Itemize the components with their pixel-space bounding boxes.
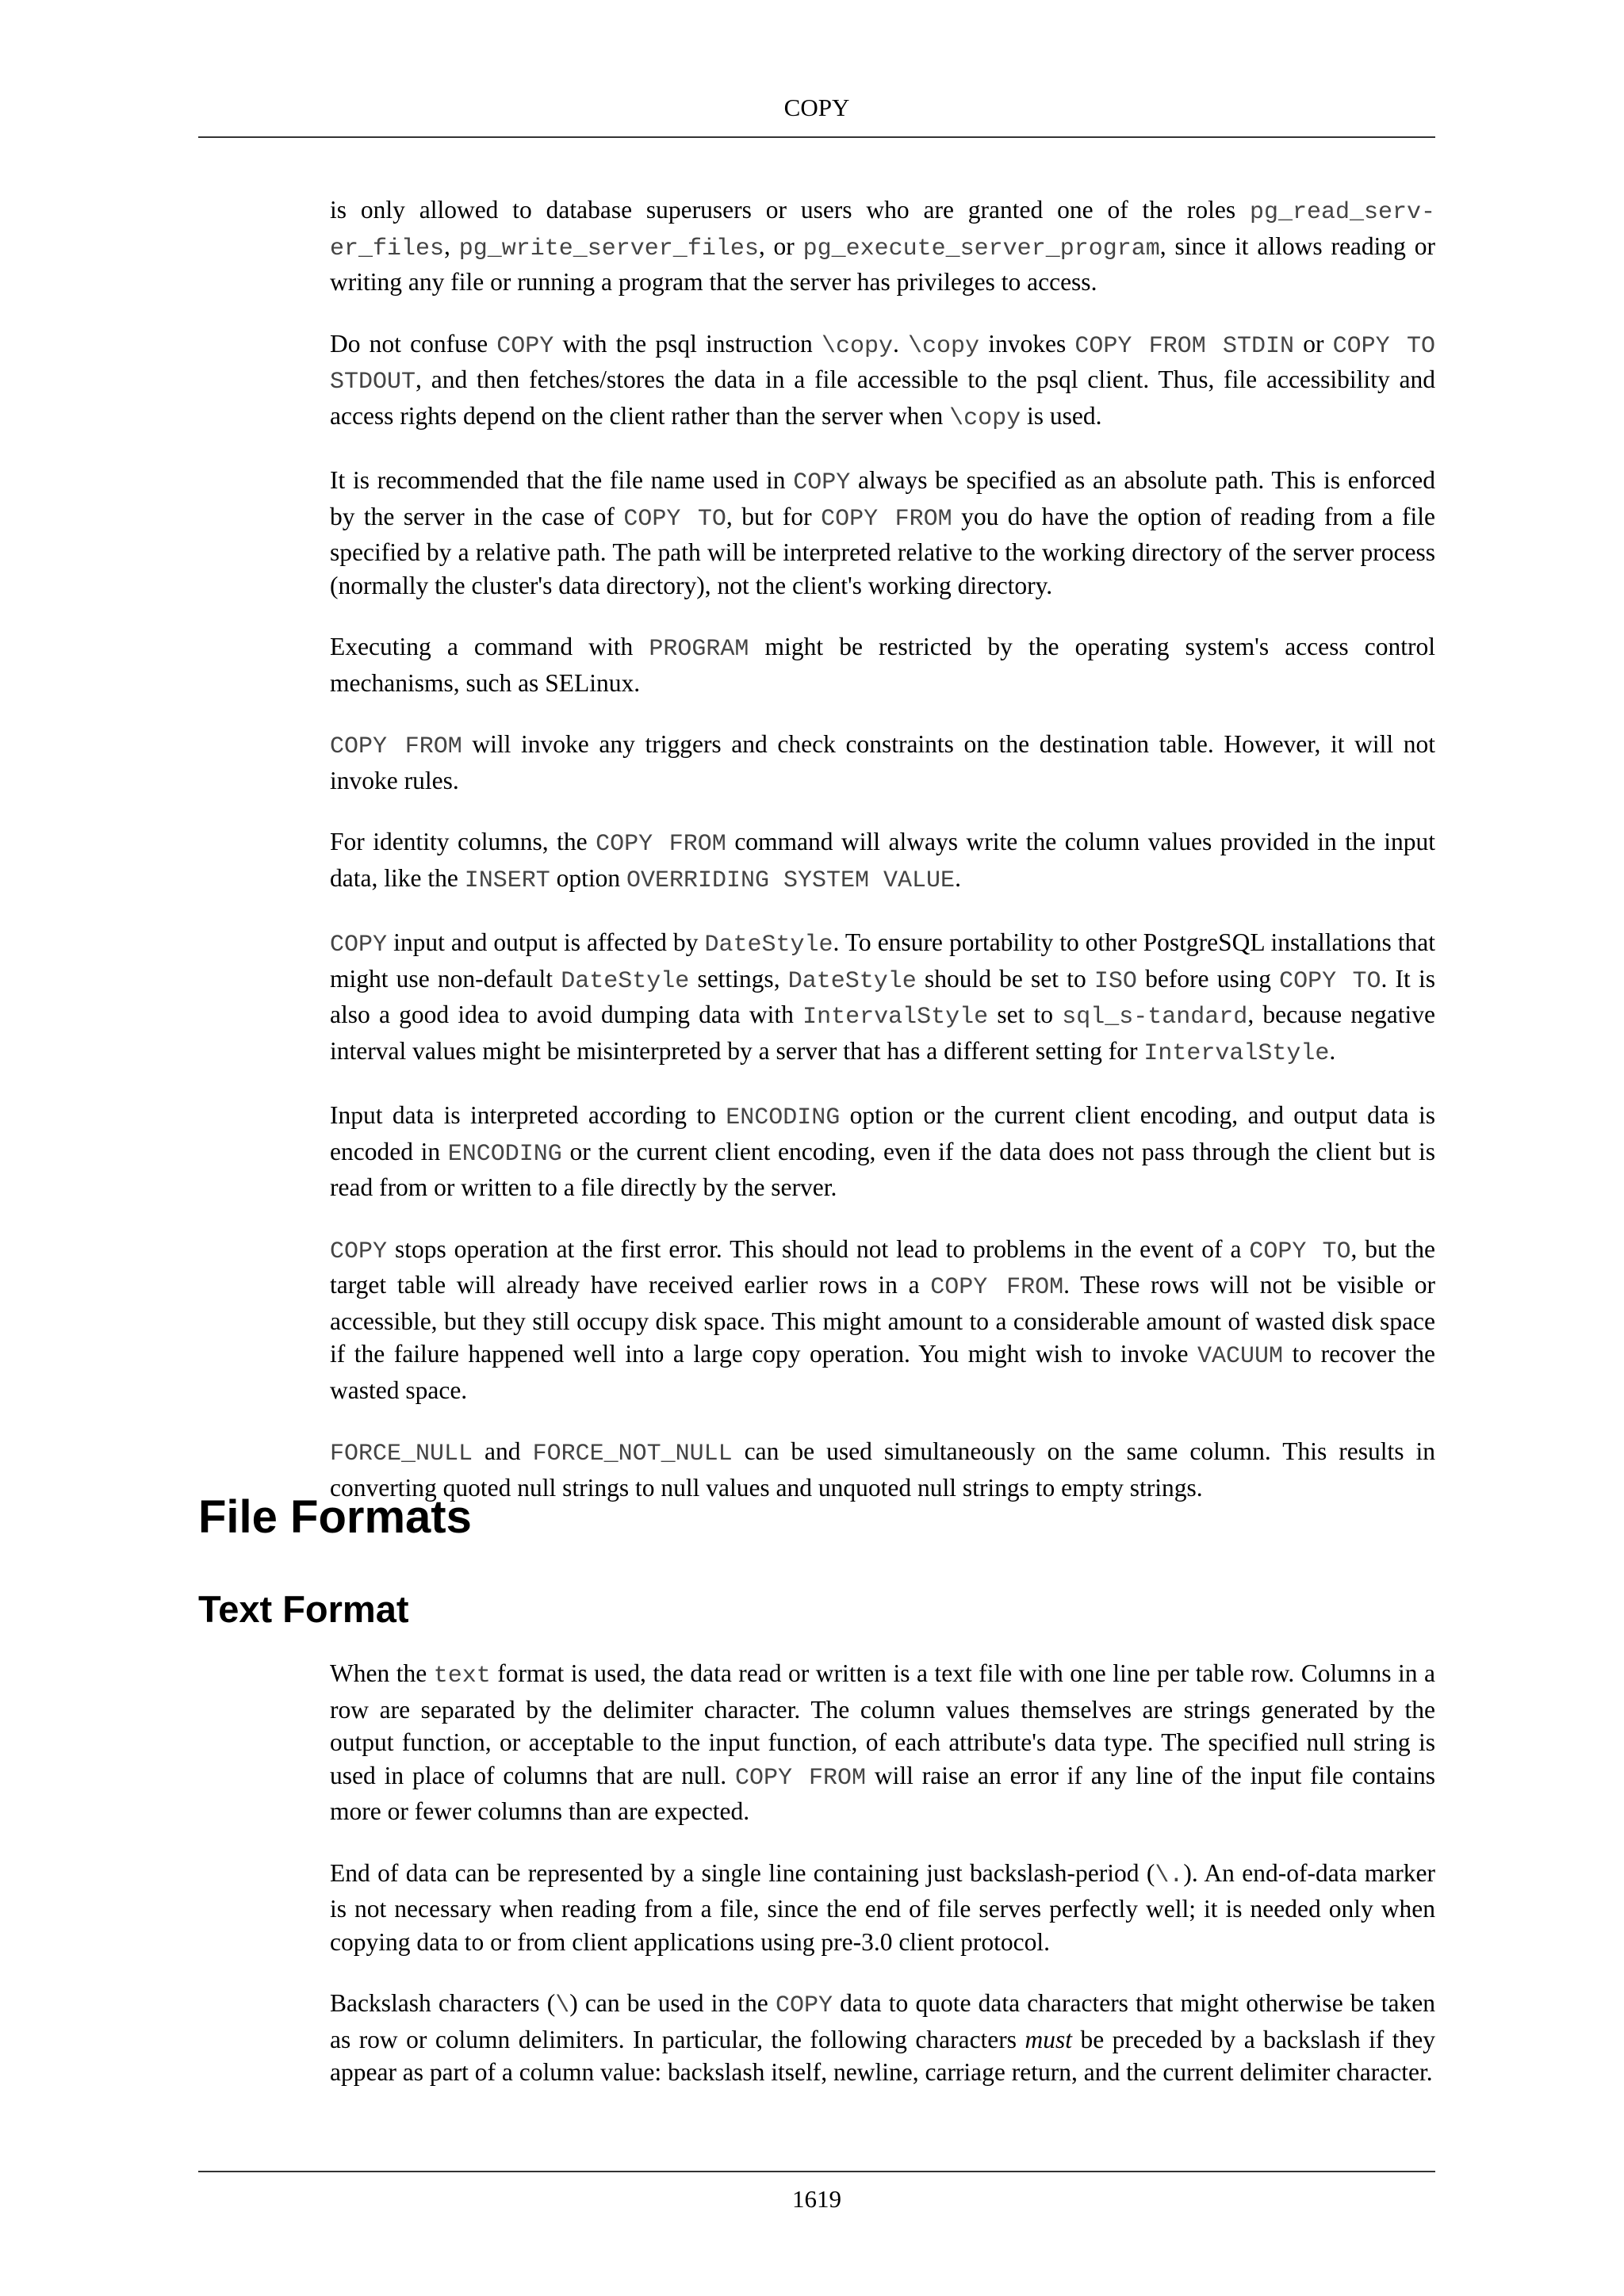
notes-paragraph-datestyle: COPY input and output is affected by DateStyle. To ensure portability to other PostgreSQL installations that might use non-default DateStyle settings, DateStyle should be set to ISO before using COPY TO. It is also a good idea to avoid dumping data with IntervalStyle set to sql_s-tandard, because negative interval values might be misinterpreted by a server that has a different setting for IntervalStyle. (330, 928, 1435, 1067)
header-rule (198, 136, 1435, 138)
text-format-block (330, 1657, 1435, 2089)
text-format-paragraph-overview: When the text format is used, the data read or written is a text file with one line per table row. Columns in a row are separated by the delimiter character. The column values themselves are strings generated by the output function, or acceptable to the input function, of each attribute's data type. The specified null string is used in place of columns that are null. COPY FROM will raise an error if any line of the input file contains more or fewer columns than are expected. (330, 1659, 1435, 1825)
code-pg-execute-server-program: pg_execute_server_program (802, 235, 1160, 262)
notes-paragraph-triggers: COPY FROM will invoke any triggers and check constraints on the destination table. However, it will not invoke rules. (330, 730, 1436, 794)
notes-paragraph-program: Executing a command with PROGRAM might be restricted by the operating system's access control mechanisms, such as SELinux. (330, 633, 1436, 697)
text-format-paragraph-end-of-data: End of data can be represented by a single line containing just backslash-period (\.). An end-of-data marker is not necessary when reading from a file, since the end of file serves perfectly well; it is needed only when copying data to or from client applications using pre-3.0 client protocol. (330, 1858, 1435, 1956)
emphasis-must: must (1025, 2025, 1072, 2053)
notes-paragraph-absolute-path: It is recommended that the file name used in COPY always be specified as an absolute path. This is enforced by the server in the case of COPY TO, but for COPY FROM you do have the option of reading from a file specified by a relative path. The path will be interpreted relative to the working directory of the server process (normally the cluster's data directory), not the client's working directory. (330, 466, 1435, 599)
notes-block (330, 193, 1435, 1504)
text-format-paragraph-backslash: Backslash characters (\) can be used in the COPY data to quote data characters that might otherwise be taken as row or column delimiters. In particular, the following characters must be preceded by a backslash if they appear as part of a column value: backslash itself, newline, carriage return, and the current delimiter character. (330, 1989, 1435, 2086)
code-pg-write-server-files: pg_write_server_files (458, 235, 759, 262)
notes-paragraph-encoding: Input data is interpreted according to ENCODING option or the current client encoding, and output data is encoded in ENCODING or the current client encoding, even if the data does not pass through the client but is read from or written to a file directly by the server. (330, 1101, 1435, 1201)
notes-paragraph-roles: is only allowed to database superusers or users who are granted one of the roles pg_read_serv-er_files, pg_write_server_files, or pg_execute_server_program, since it allows reading or writing any file or running a program that the server has privileges to access. (330, 196, 1435, 296)
notes-paragraph-psql-copy: Do not confuse COPY with the psql instruction \copy. \copy invokes COPY FROM STDIN or COPY TO STDOUT, and then fetches/stores the data in a file accessible to the psql client. Thus, file accessibility and access rights depend on the client rather than the server when \copy is used. (330, 329, 1435, 432)
notes-paragraph-first-error: COPY stops operation at the first error. This should not lead to problems in the event of a COPY TO, but the target table will already have received earlier rows in a COPY FROM. These rows will not be visible or accessible, but they still occupy disk space. This might amount to a considerable amount of wasted disk space if the failure happened well into a large copy operation. You might wish to invoke VACUUM to recover the wasted space. (330, 1234, 1435, 1404)
notes-paragraph-force-null: FORCE_NULL and FORCE_NOT_NULL can be used simultaneously on the same column. This results in converting quoted null strings to null values and unquoted null strings to empty strings. (330, 1437, 1435, 1502)
page-number: 1619 (792, 2185, 841, 2213)
notes-paragraph-identity-columns: For identity columns, the COPY FROM command will always write the column values provided in the input data, like the INSERT option OVERRIDING SYSTEM VALUE. (330, 828, 1435, 894)
running-header: COPY (783, 94, 850, 121)
section-heading-file-formats: File Formats (198, 1491, 472, 1543)
code-pg-read-server-files: pg_read_serv-er_files (330, 199, 1435, 262)
footer-rule (198, 2171, 1435, 2172)
subsection-heading-text-format: Text Format (198, 1588, 409, 1630)
